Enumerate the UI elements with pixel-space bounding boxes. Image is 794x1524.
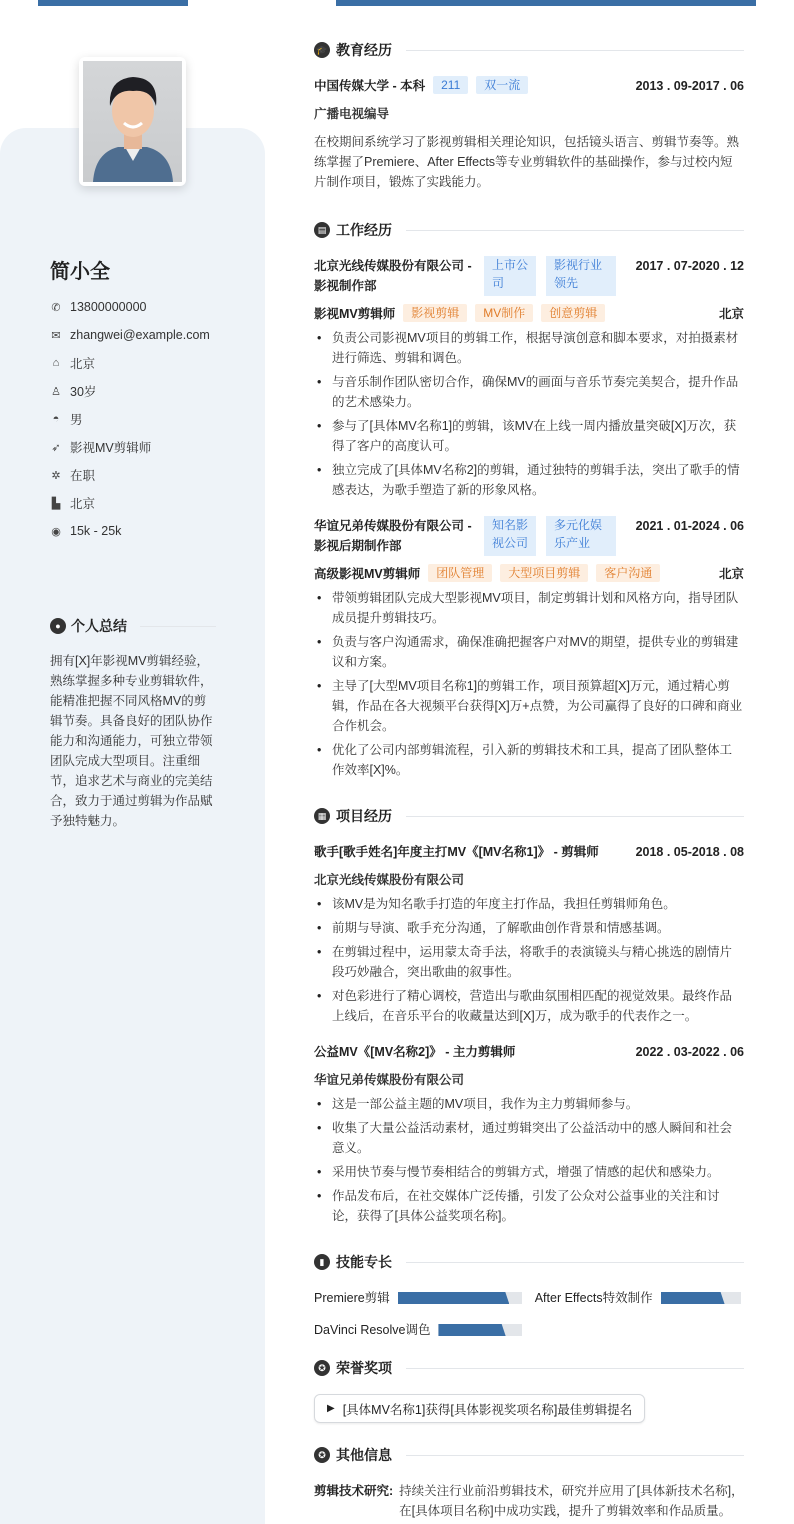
triangle-right-icon: ▶ bbox=[327, 1403, 335, 1414]
avatar bbox=[79, 57, 186, 186]
contact-text: 在职 bbox=[70, 469, 96, 483]
bullet-list bbox=[314, 894, 744, 1026]
school-tag: 211 bbox=[433, 76, 468, 94]
section-title: 技能专长 bbox=[336, 1254, 392, 1270]
job-city: 北京 bbox=[718, 307, 744, 321]
skill-bar bbox=[438, 1324, 522, 1336]
skill-tag: 团队管理 bbox=[428, 564, 492, 582]
contact-item bbox=[50, 349, 210, 377]
gender-icon: ◓ bbox=[52, 413, 60, 425]
award-text: [具体MV名称1]获得[具体影视奖项名称]最佳剪辑提名 bbox=[342, 1402, 633, 1417]
contact-text: 13800000000 bbox=[70, 300, 147, 314]
section-heading-awards bbox=[314, 1358, 744, 1378]
job-role: 高级影视MV剪辑师 bbox=[314, 567, 421, 581]
skill-bar bbox=[398, 1292, 522, 1304]
project-header bbox=[314, 842, 744, 862]
major: 广播电视编导 bbox=[314, 107, 390, 121]
contact-item bbox=[50, 321, 210, 349]
section-title: 工作经历 bbox=[336, 222, 392, 238]
section-heading-education bbox=[314, 40, 744, 60]
bullet-item: • 带领剪辑团队完成大型影视MV项目，制定剪辑计划和风格方向，指导团队成员提升剪辑技巧。 bbox=[314, 588, 744, 628]
company-tag: 上市公司 bbox=[484, 256, 536, 296]
summary-title: 个人总结 bbox=[71, 618, 127, 634]
skill-tag: 创意剪辑 bbox=[541, 304, 605, 322]
project-header bbox=[314, 1042, 744, 1062]
job-role-wrap bbox=[314, 564, 660, 584]
bullet-item: • 该MV是为知名歌手打造的年度主打作品，我担任剪辑师角色。 bbox=[314, 894, 744, 914]
skill-list bbox=[314, 1288, 744, 1340]
other-info-key: 剪辑技术研究: bbox=[314, 1484, 394, 1498]
building-icon: ▙ bbox=[51, 497, 61, 510]
company-name: 北京光线传媒股份有限公司 - 影视制作部 bbox=[314, 259, 472, 293]
phone-icon: ✆ bbox=[51, 301, 61, 314]
section-heading-work bbox=[314, 220, 744, 240]
job-header bbox=[314, 516, 744, 556]
bullet-list bbox=[314, 328, 744, 500]
section-heading-other bbox=[314, 1445, 744, 1465]
job-role-wrap bbox=[314, 304, 605, 324]
divider bbox=[406, 230, 744, 231]
bullet-item: • 负责公司影视MV项目的剪辑工作，根据导演创意和脚本要求，对拍摄素材进行筛选、剪辑和调色。 bbox=[314, 328, 744, 368]
bullet-list bbox=[314, 1094, 744, 1226]
education-header bbox=[314, 76, 744, 96]
grid-icon: ▦ bbox=[314, 808, 330, 824]
award-list bbox=[314, 1394, 744, 1423]
summary-heading bbox=[50, 616, 216, 636]
skill-bar-fill bbox=[438, 1324, 505, 1336]
mail-icon: ✉ bbox=[51, 329, 61, 342]
cake-icon: ♙ bbox=[51, 385, 61, 398]
section-title: 教育经历 bbox=[336, 42, 392, 58]
portrait-image bbox=[83, 61, 182, 182]
bar-chart-icon: ▮ bbox=[314, 1254, 330, 1270]
header-accent-bar-left bbox=[38, 0, 188, 6]
skill-item bbox=[535, 1288, 741, 1308]
skill-bar bbox=[661, 1292, 741, 1304]
job-city: 北京 bbox=[718, 567, 744, 581]
education-date: 2013 . 09-2017 . 06 bbox=[635, 79, 744, 93]
bullet-item: • 采用快节奏与慢节奏相结合的剪辑方式，增强了情感的起伏和感染力。 bbox=[314, 1162, 744, 1182]
job-role-row bbox=[314, 304, 744, 324]
project-date: 2018 . 05-2018 . 08 bbox=[635, 845, 744, 859]
bullet-item: • 主导了[大型MV项目名称1]的剪辑工作，项目预算超[X]万元，通过精心剪辑，作品在各大视频平台获得[X]万+点赞，为公司赢得了良好的口碑和商业合作机会。 bbox=[314, 676, 744, 736]
school-tag: 双一流 bbox=[476, 76, 528, 94]
contact-item bbox=[50, 405, 210, 433]
job-date: 2017 . 07-2020 . 12 bbox=[635, 259, 744, 273]
education-school-wrap bbox=[314, 76, 528, 96]
section-heading-projects bbox=[314, 806, 744, 826]
school-name: 中国传媒大学 - 本科 bbox=[314, 79, 426, 93]
other-info-value: 持续关注行业前沿剪辑技术，研究并应用了[具体新技术名称]，在[具体项目名称]中成功实践，提升了剪辑效率和作品质量。 bbox=[399, 1484, 744, 1518]
contact-item bbox=[50, 517, 210, 545]
contact-list bbox=[50, 293, 210, 545]
bullet-item: • 对色彩进行了精心调校，营造出与歌曲氛围相匹配的视觉效果。最终作品上线后，在音乐平台的收藏量达到[X]万，成为歌手的代表作之一。 bbox=[314, 986, 744, 1026]
company-name: 华谊兄弟传媒股份有限公司 - 影视后期制作部 bbox=[314, 519, 472, 553]
bullet-item: • 优化了公司内部剪辑流程，引入新的剪辑技术和工具，提高了团队整体工作效率[X]%。 bbox=[314, 740, 744, 780]
bullet-item: • 在剪辑过程中，运用蒙太奇手法，将歌手的表演镜头与精心挑选的剧情片段巧妙融合，突出歌曲的叙事性。 bbox=[314, 942, 744, 982]
send-icon: ➶ bbox=[51, 441, 61, 454]
contact-item bbox=[50, 489, 210, 517]
divider bbox=[406, 1455, 744, 1456]
company-tag: 影视行业领先 bbox=[546, 256, 616, 296]
job-date: 2021 . 01-2024 . 06 bbox=[635, 519, 744, 533]
skill-name: DaVinci Resolve调色 bbox=[314, 1323, 431, 1337]
contact-text: 北京 bbox=[70, 357, 96, 371]
skill-tag: 影视剪辑 bbox=[403, 304, 467, 322]
divider bbox=[140, 626, 216, 627]
project-company: 北京光线传媒股份有限公司 bbox=[314, 873, 465, 887]
job-company-wrap bbox=[314, 516, 616, 556]
divider bbox=[406, 1368, 744, 1369]
job-company-wrap bbox=[314, 256, 616, 296]
skill-name: After Effects特效制作 bbox=[534, 1291, 653, 1305]
bullet-item: • 负责与客户沟通需求，确保准确把握客户对MV的期望，提供专业的剪辑建议和方案。 bbox=[314, 632, 744, 672]
bullet-item: • 参与了[具体MV名称1]的剪辑，该MV在上线一周内播放量突破[X]万次，获得了客户的高度认可。 bbox=[314, 416, 744, 456]
bullet-item: • 作品发布后，在社交媒体广泛传播，引发了公众对公益事业的关注和讨论，获得了[具体公益奖项名称]。 bbox=[314, 1186, 744, 1226]
project-date: 2022 . 03-2022 . 06 bbox=[635, 1045, 744, 1059]
contact-text: 30岁 bbox=[70, 385, 97, 399]
skill-tag: 大型项目剪辑 bbox=[500, 564, 588, 582]
section-title: 其他信息 bbox=[336, 1447, 392, 1463]
header-accent-bar-right bbox=[336, 0, 756, 6]
project-name: 公益MV《[MV名称2]》 - 主力剪辑师 bbox=[314, 1045, 516, 1059]
award-icon: ✪ bbox=[314, 1360, 330, 1376]
job-role: 影视MV剪辑师 bbox=[314, 307, 396, 321]
company-tag: 多元化娱乐产业 bbox=[546, 516, 616, 556]
candidate-name: 简小全 bbox=[50, 261, 110, 283]
info-icon: ✪ bbox=[314, 1447, 330, 1463]
bullet-item: • 与音乐制作团队密切合作，确保MV的画面与音乐节奏完美契合，提升作品的艺术感染力。 bbox=[314, 372, 744, 412]
bullet-item: • 独立完成了[具体MV名称2]的剪辑，通过独特的剪辑手法，突出了歌手的情感表达，为歌手塑造了新的形象风格。 bbox=[314, 460, 744, 500]
skill-bar-fill bbox=[661, 1292, 725, 1304]
summary-text: 拥有[X]年影视MV剪辑经验，熟练掌握多种专业剪辑软件，能精准把握不同风格MV的剪辑节奏。具备良好的团队协作能力和沟通能力，可独立带领团队完成大型项目。注重细节，追求艺术与商业的完美结合，致力于通过剪辑为作品赋予独特魅力。 bbox=[50, 654, 213, 828]
contact-text: 15k - 25k bbox=[70, 524, 122, 538]
contact-text: 影视MV剪辑师 bbox=[70, 441, 152, 455]
project-name: 歌手[歌手姓名]年度主打MV《[MV名称1]》 - 剪辑师 bbox=[314, 845, 599, 859]
skill-item bbox=[314, 1320, 522, 1340]
graduation-cap-icon: 🎓 bbox=[314, 42, 330, 58]
divider bbox=[406, 816, 744, 817]
skill-name: Premiere剪辑 bbox=[314, 1291, 390, 1305]
bullet-item: • 收集了大量公益活动素材，通过剪辑突出了公益活动中的感人瞬间和社会意义。 bbox=[314, 1118, 744, 1158]
skill-tag: MV制作 bbox=[475, 304, 533, 322]
contact-text: 北京 bbox=[70, 497, 96, 511]
contact-text: 男 bbox=[70, 413, 83, 427]
divider bbox=[406, 50, 744, 51]
divider bbox=[406, 1262, 744, 1263]
section-title: 荣誉奖项 bbox=[336, 1360, 392, 1376]
status-icon: ✲ bbox=[51, 469, 61, 482]
main-content bbox=[314, 40, 744, 1521]
other-info-item bbox=[314, 1481, 744, 1521]
skill-item bbox=[314, 1288, 522, 1308]
section-title: 项目经历 bbox=[336, 808, 392, 824]
contact-item bbox=[50, 293, 210, 321]
salary-icon: ◉ bbox=[51, 525, 61, 538]
home-icon: ⌂ bbox=[52, 357, 60, 369]
contact-item bbox=[50, 377, 210, 405]
job-header bbox=[314, 256, 744, 296]
skill-bar-fill bbox=[398, 1292, 510, 1304]
bullet-item: • 前期与导演、歌手充分沟通，了解歌曲创作背景和情感基调。 bbox=[314, 918, 744, 938]
bullet-list bbox=[314, 588, 744, 780]
education-description: 在校期间系统学习了影视剪辑相关理论知识，包括镜头语言、剪辑节奏等。熟练掌握了Premiere、After Effects等专业剪辑软件的基础操作，参与过校内短片制作项目，锻炼了实践能力。 bbox=[314, 135, 740, 189]
skill-tag: 客户沟通 bbox=[596, 564, 660, 582]
section-heading-skills bbox=[314, 1252, 744, 1272]
project-company: 华谊兄弟传媒股份有限公司 bbox=[314, 1073, 465, 1087]
award-item[interactable] bbox=[314, 1394, 645, 1423]
company-tag: 知名影视公司 bbox=[484, 516, 536, 556]
briefcase-icon: ▤ bbox=[314, 222, 330, 238]
job-role-row bbox=[314, 564, 744, 584]
bullet-item: • 这是一部公益主题的MV项目，我作为主力剪辑师参与。 bbox=[314, 1094, 744, 1114]
contact-item bbox=[50, 461, 210, 489]
contact-text: zhangwei@example.com bbox=[70, 328, 210, 342]
contact-item bbox=[50, 433, 210, 461]
user-icon: ● bbox=[50, 618, 66, 634]
